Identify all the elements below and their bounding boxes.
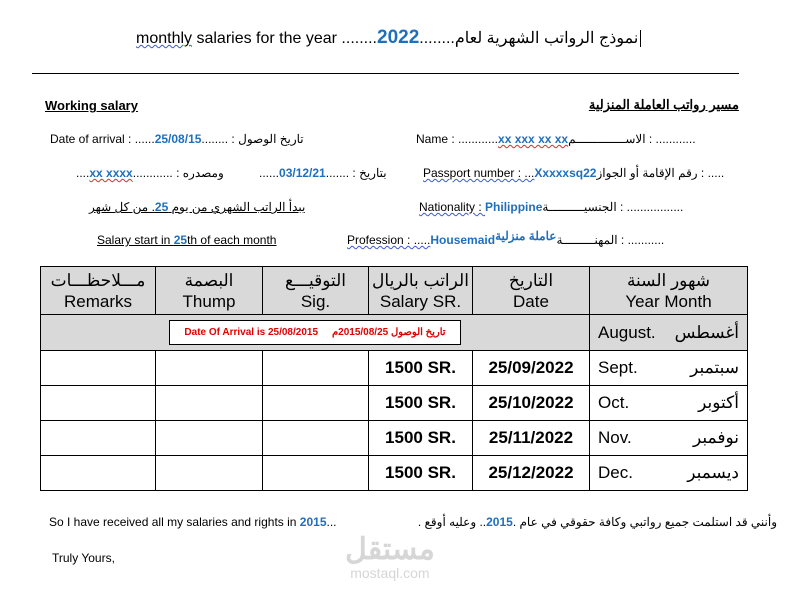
header-en: Year Month (625, 291, 712, 311)
start-day-ar: 25 (154, 200, 169, 214)
passport-field (423, 166, 724, 180)
issue-date-arabic: ....... : بتاريخ (325, 166, 387, 180)
title-dots: ........ (419, 30, 455, 47)
source-dots: .... (76, 166, 90, 180)
header-en: Remarks (63, 291, 132, 311)
profession-value-arabic[interactable]: عاملة منزلية (495, 229, 557, 243)
name-arabic: ............ : الاســــــــــــــم (568, 132, 696, 146)
date-cell: 25/11/2022 (473, 421, 590, 456)
arrival-note (169, 320, 460, 345)
month-en: Nov. (598, 428, 632, 447)
remarks-cell[interactable] (41, 421, 156, 456)
passport-label: Passport number : ... (423, 166, 535, 180)
source-value[interactable]: xx xxxx (89, 166, 133, 180)
footer-english (49, 515, 337, 529)
month-ar: ديسمبر (687, 463, 739, 482)
start-text-ar: يبدأ الراتب الشهري من يوم (171, 200, 306, 214)
salary-cell: 1500 SR. (369, 421, 473, 456)
date-cell: 25/09/2022 (473, 351, 590, 386)
salary-cell: 1500 SR. (369, 456, 473, 491)
header-ar: التاريخ (508, 270, 554, 290)
thump-cell[interactable] (156, 351, 263, 386)
thump-cell[interactable] (156, 421, 263, 456)
table-header-row (41, 267, 748, 315)
arrival-field (50, 132, 304, 146)
remarks-cell[interactable] (41, 456, 156, 491)
nationality-arabic: ................. : الجنسيــــــــــة (542, 200, 684, 214)
month-cell (590, 351, 748, 386)
footer-en-year: 2015 (299, 515, 327, 529)
month-cell (590, 421, 748, 456)
header-month (590, 267, 748, 315)
remarks-cell[interactable] (41, 351, 156, 386)
arrival-arabic: ........ : تاريخ الوصول (201, 132, 304, 146)
month-ar: أغسطس (674, 322, 739, 342)
header-ar: الراتب بالريال (372, 270, 469, 290)
passport-arabic: ..... : رقم الإقامة أو الجواز (596, 166, 725, 180)
title-word: monthly (136, 30, 193, 47)
month-cell (590, 386, 748, 421)
salary-start-english (97, 233, 276, 247)
sig-cell[interactable] (263, 386, 369, 421)
nationality-value[interactable]: Philippine (485, 200, 543, 214)
text-cursor (640, 30, 645, 47)
watermark-ar: مستقل (345, 533, 435, 566)
header-remarks (41, 267, 156, 315)
profession-label: Profession : ..... (347, 233, 431, 247)
name-field (416, 132, 696, 146)
header-ar: مـــلاحظـــات (50, 270, 146, 290)
month-ar: سبتمبر (690, 358, 739, 377)
arrival-value[interactable]: 25/08/15 (154, 132, 202, 146)
watermark-logo (345, 535, 435, 581)
source-field (76, 166, 224, 180)
name-value[interactable]: xx xxx xx xx (498, 132, 569, 146)
footer-ar-end: .. وعليه أوقع . (417, 515, 487, 529)
working-salary-heading: Working salary (45, 98, 138, 113)
note-en: Date Of Arrival is 25/08/2015 (184, 327, 319, 338)
title-text: salaries for the year ........ (192, 30, 377, 47)
month-cell (590, 456, 748, 491)
nationality-label: Nationality : (419, 200, 486, 214)
document-title (136, 27, 646, 49)
passport-value[interactable]: Xxxxxsq22 (534, 166, 597, 180)
source-arabic: ............ : ومصدره (132, 166, 224, 180)
month-en: Dec. (598, 463, 633, 482)
month-en: August. (598, 322, 656, 342)
remarks-cell[interactable] (41, 386, 156, 421)
header-en: Sig. (300, 291, 331, 311)
header-en: Date (513, 291, 549, 311)
header-en: Salary SR. (379, 291, 462, 311)
header-date (473, 267, 590, 315)
profession-field (347, 229, 665, 247)
table-row (41, 386, 748, 421)
title-year: 2022 (377, 27, 420, 48)
sig-cell[interactable] (263, 456, 369, 491)
salary-table (40, 266, 748, 491)
header-en: Thump (182, 291, 236, 311)
arabic-heading: مسير رواتب العاملة المنزلية (588, 97, 739, 112)
header-ar: البصمة (184, 270, 234, 290)
salary-start-pre: Salary start in (97, 233, 174, 247)
table-row (41, 315, 748, 351)
divider (32, 73, 739, 74)
table-row (41, 421, 748, 456)
watermark-en: mostaql.com (350, 565, 430, 581)
start-text-ar2: . من كل شهر (89, 200, 155, 214)
name-label: Name : ............ (416, 132, 499, 146)
month-ar: نوفمبر (693, 428, 739, 447)
thump-cell[interactable] (156, 456, 263, 491)
nationality-field (419, 200, 683, 214)
sig-cell[interactable] (263, 351, 369, 386)
header-sig (263, 267, 369, 315)
issue-date-field: ......03/12/21....... : بتاريخ (259, 166, 387, 180)
header-salary (369, 267, 473, 315)
date-cell: 25/10/2022 (473, 386, 590, 421)
footer-ar-year: 2015 (486, 515, 513, 529)
salary-cell: 1500 SR. (369, 386, 473, 421)
month-en: Oct. (598, 393, 630, 412)
footer-ar-text: وأنني قد استلمت جميع رواتبي وكافة حقوقي في عام . (512, 515, 777, 529)
month-cell (590, 315, 748, 351)
salary-start-post: th of each month (187, 233, 277, 247)
header-ar: التوقيـــع (284, 270, 347, 290)
table-row (41, 351, 748, 386)
table-row (41, 456, 748, 491)
issue-date-value[interactable]: 03/12/21 (279, 166, 326, 180)
footer-en-text: So I have received all my salaries and rights in (49, 515, 300, 529)
arrival-label: Date of arrival : ...... (50, 132, 155, 146)
thump-cell[interactable] (156, 386, 263, 421)
salary-cell: 1500 SR. (369, 351, 473, 386)
note-ar: تاريخ الوصول 2015/08/25م (331, 327, 446, 338)
footer-arabic (418, 515, 777, 529)
salary-start-arabic (89, 200, 305, 214)
footer-en-dots: ... (326, 515, 337, 529)
title-arabic: نموذج الرواتب الشهرية لعام (454, 30, 639, 47)
month-ar: أكتوبر (698, 393, 739, 412)
arrival-note-cell (41, 315, 590, 351)
month-en: Sept. (598, 358, 638, 377)
profession-value[interactable]: Housemaid (430, 233, 496, 247)
sig-cell[interactable] (263, 421, 369, 456)
date-cell: 25/12/2022 (473, 456, 590, 491)
profession-arabic: ........... : المهنـــــــــة (556, 233, 665, 247)
salary-start-day: 25 (173, 233, 188, 247)
header-ar: شهور السنة (626, 270, 711, 290)
closing: Truly Yours, (52, 551, 115, 565)
header-thump (156, 267, 263, 315)
